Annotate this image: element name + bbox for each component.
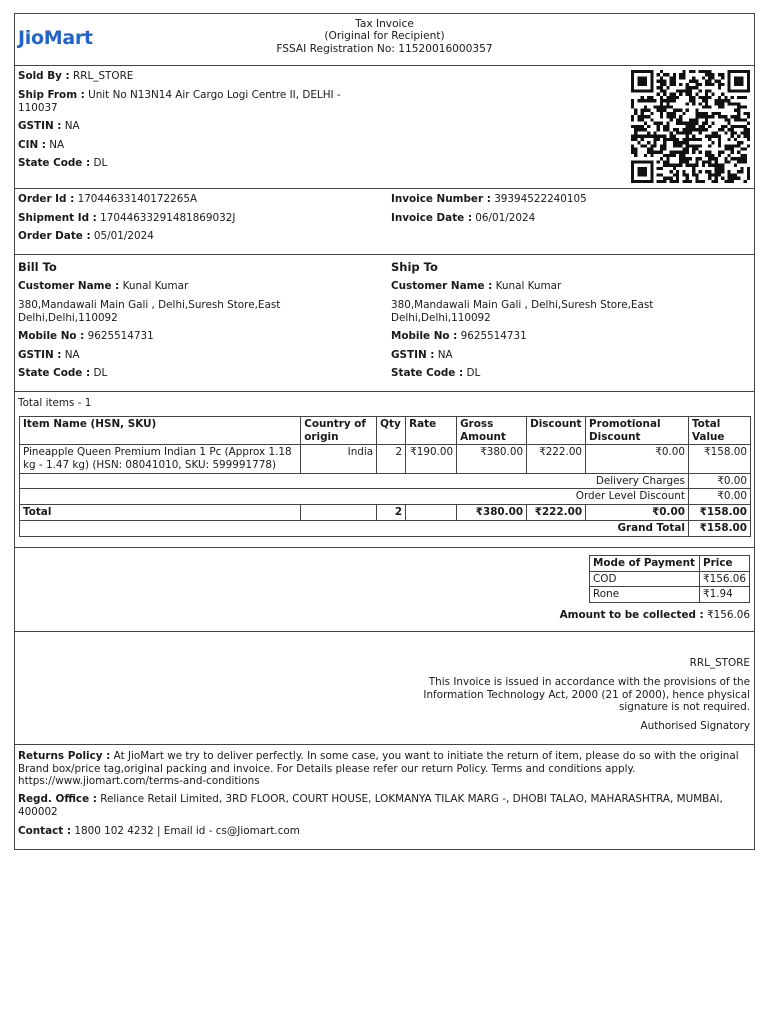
- total-rate-empty: [406, 505, 457, 521]
- fssai-registration: FSSAI Registration No: 11520016000357: [276, 42, 493, 55]
- grand-total-label: Grand Total: [20, 520, 689, 536]
- items-table: [19, 416, 751, 537]
- qr-code-icon: [631, 70, 750, 183]
- item-discount: ₹222.00: [527, 445, 586, 473]
- item-promotional-discount: ₹0.00: [586, 445, 689, 473]
- order-id: Order Id : 17044633140172265A: [18, 193, 198, 205]
- invoice: [14, 13, 755, 850]
- invoice-subtitle: (Original for Recipient): [324, 30, 445, 43]
- table-row: [590, 571, 750, 587]
- bill-to-name: Customer Name : Kunal Kumar: [18, 280, 189, 292]
- col-country: Country of origin: [301, 417, 377, 445]
- delivery-charges-label: Delivery Charges: [20, 473, 689, 489]
- signatory-store: RRL_STORE: [689, 657, 750, 669]
- total-gross: ₹380.00: [457, 505, 527, 521]
- item-name: Pineapple Queen Premium Indian 1 Pc (Approx 1.18 kg - 1.47 kg) (HSN: 08041010, SKU: 599991778): [20, 445, 301, 473]
- payment-section: [15, 548, 754, 632]
- item-rate: ₹190.00: [406, 445, 457, 473]
- payment-price: ₹1.94: [700, 587, 750, 603]
- signature-note: This Invoice is issued in accordance with the provisions of the Information Technology Act, 2000 (21 of 2000), hence physical signature is not required.: [423, 676, 750, 714]
- invoice-heading: [15, 18, 754, 55]
- col-total-value: Total Value: [688, 417, 750, 445]
- item-gross-amount: ₹380.00: [457, 445, 527, 473]
- seller-cin: CIN : NA: [18, 139, 65, 151]
- col-promotional-discount: Promotional Discount: [586, 417, 689, 445]
- table-row: [20, 445, 751, 473]
- bill-to-mobile: Mobile No : 9625514731: [18, 330, 154, 342]
- bill-to-address: 380,Mandawali Main Gali , Delhi,Suresh Store,East Delhi,Delhi,110092: [18, 299, 281, 324]
- col-payment-price: Price: [700, 556, 750, 572]
- col-gross-amount: Gross Amount: [457, 417, 527, 445]
- authorised-signatory: Authorised Signatory: [640, 720, 750, 732]
- ship-to-address: 380,Mandawali Main Gali , Delhi,Suresh Store,East Delhi,Delhi,110092: [391, 299, 654, 324]
- ship-from: Ship From : Unit No N13N14 Air Cargo Logi Centre II, DELHI - 110037: [18, 89, 341, 114]
- signatory-section: [15, 632, 754, 745]
- item-qty: 2: [377, 445, 406, 473]
- ship-to-state-code: State Code : DL: [391, 367, 481, 379]
- jiomart-logo: JioMart: [18, 27, 93, 49]
- seller-state-code: State Code : DL: [18, 157, 108, 169]
- amount-to-collect: Amount to be collected : ₹156.06: [559, 609, 750, 621]
- delivery-charges-row: [20, 473, 751, 489]
- total-discount: ₹222.00: [527, 505, 586, 521]
- total-label: Total: [20, 505, 301, 521]
- delivery-charges-value: ₹0.00: [688, 473, 750, 489]
- col-payment-mode: Mode of Payment: [590, 556, 700, 572]
- ship-to-heading: Ship To: [391, 260, 438, 274]
- payment-mode: COD: [590, 571, 700, 587]
- payment-mode: Rone: [590, 587, 700, 603]
- sold-by: Sold By : RRL_STORE: [18, 70, 134, 82]
- bill-to-state-code: State Code : DL: [18, 367, 108, 379]
- bill-to-heading: Bill To: [18, 260, 57, 274]
- order-discount-value: ₹0.00: [688, 489, 750, 505]
- order-discount-row: [20, 489, 751, 505]
- order-section: [15, 189, 754, 255]
- order-discount-label: Order Level Discount: [20, 489, 689, 505]
- col-discount: Discount: [527, 417, 586, 445]
- ship-to-mobile: Mobile No : 9625514731: [391, 330, 527, 342]
- total-country-empty: [301, 505, 377, 521]
- returns-policy: Returns Policy : At JioMart we try to deliver perfectly. In some case, you want to initiate the return of item, please do so with the original Brand box/price tag,original packing and invoice. For Details please refer our return Policy. Terms and conditions apply. https://www.jiomart.com/terms-and-conditions: [18, 750, 739, 788]
- registered-office: Regd. Office : Reliance Retail Limited, 3RD FLOOR, COURT HOUSE, LOKMANYA TILAK MARG -, DHOBI TALAO, MAHARASHTRA, MUMBAI, 400002: [18, 793, 723, 818]
- ship-to-gstin: GSTIN : NA: [391, 349, 453, 361]
- invoice-date: Invoice Date : 06/01/2024: [391, 212, 536, 224]
- total-items: Total items - 1: [18, 397, 92, 409]
- item-country: India: [301, 445, 377, 473]
- ship-to-name: Customer Name : Kunal Kumar: [391, 280, 562, 292]
- total-promo: ₹0.00: [586, 505, 689, 521]
- payment-price: ₹156.06: [700, 571, 750, 587]
- order-date: Order Date : 05/01/2024: [18, 230, 154, 242]
- bill-to-gstin: GSTIN : NA: [18, 349, 80, 361]
- payment-header-row: [590, 556, 750, 572]
- grand-total-value: ₹158.00: [688, 520, 750, 536]
- payment-table: [589, 555, 750, 603]
- total-row: [20, 505, 751, 521]
- address-section: [15, 255, 754, 392]
- table-row: [590, 587, 750, 603]
- seller-gstin: GSTIN : NA: [18, 120, 80, 132]
- invoice-header: [15, 14, 754, 66]
- invoice-title: Tax Invoice: [355, 18, 414, 30]
- items-header-row: [20, 417, 751, 445]
- grand-total-row: [20, 520, 751, 536]
- total-value: ₹158.00: [688, 505, 750, 521]
- invoice-number: Invoice Number : 39394522240105: [391, 193, 587, 205]
- item-total-value: ₹158.00: [688, 445, 750, 473]
- col-qty: Qty: [377, 417, 406, 445]
- items-section: [15, 392, 754, 548]
- col-item-name: Item Name (HSN, SKU): [20, 417, 301, 445]
- col-rate: Rate: [406, 417, 457, 445]
- seller-section: [15, 66, 754, 189]
- total-qty: 2: [377, 505, 406, 521]
- contact-info: Contact : 1800 102 4232 | Email id - cs@Jiomart.com: [18, 825, 300, 837]
- shipment-id: Shipment Id : 17044633291481869032J: [18, 212, 236, 224]
